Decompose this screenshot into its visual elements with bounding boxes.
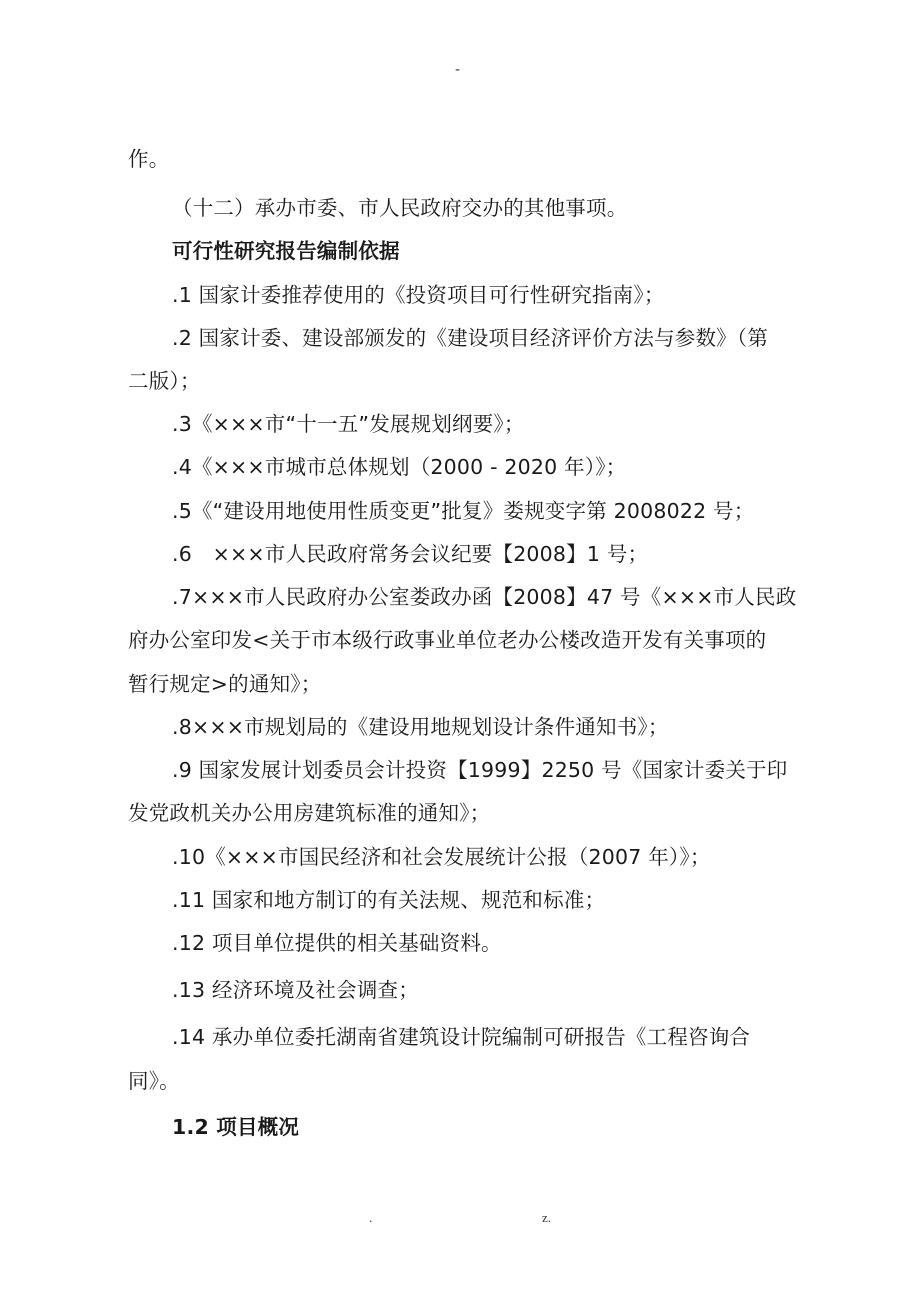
paragraph-line: .2 国家计委、建设部颁发的《建设项目经济评价方法与参数》（第 [172,326,769,350]
paragraph-line: .11 国家和地方制订的有关法规、规范和标准； [172,888,606,912]
paragraph-line: .7×××市人民政府办公室娄政办函【2008】47 号《×××市人民政 [172,585,797,609]
paragraph-line: .10《×××市国民经济和社会发展统计公报（2007 年）》； [172,845,711,869]
paragraph-line: .14 承办单位委托湖南省建筑设计院编制可研报告《工程咨询合 [172,1025,751,1049]
paragraph-line: .13 经济环境及社会调查； [172,978,419,1002]
paragraph-line: .8×××市规划局的《建设用地规划设计条件通知书》； [172,715,669,739]
paragraph-line: 二版）； [128,369,201,393]
section-heading: 1.2 项目概况 [172,1115,300,1139]
paragraph-line: .5《“建设用地使用性质变更”批复》娄规变字第 2008022 号； [172,499,755,523]
paragraph-line: .12 项目单位提供的相关基础资料。 [172,931,502,955]
page-header-mark: - [455,62,461,78]
page-footer-right-mark: z. [542,1210,552,1225]
paragraph-line: .9 国家发展计划委员会计投资【1999】2250 号《国家计委关于印 [172,758,788,782]
paragraph-line: .3《×××市“十一五”发展规划纲要》； [172,412,525,436]
paragraph-line: .6 ×××市人民政府常务会议纪要【2008】1 号； [172,542,649,566]
paragraph-line: .4《×××市城市总体规划（2000 - 2020 年）》； [172,455,627,479]
paragraph-line: 发党政机关办公用房建筑标准的通知》； [128,801,491,825]
paragraph-line: 府办公室印发<关于市本级行政事业单位老办公楼改造开发有关事项的 [128,628,767,652]
paragraph-line: 同》。 [128,1069,180,1093]
paragraph-line: .1 国家计委推荐使用的《投资项目可行性研究指南》； [172,283,665,307]
paragraph-line: 作。 [128,147,170,171]
paragraph-line: （十二）承办市委、市人民政府交办的其他事项。 [172,196,628,220]
page-footer-left-mark: . [369,1210,373,1225]
section-heading: 可行性研究报告编制依据 [172,239,400,263]
paragraph-line: 暂行规定>的通知》； [128,672,322,696]
